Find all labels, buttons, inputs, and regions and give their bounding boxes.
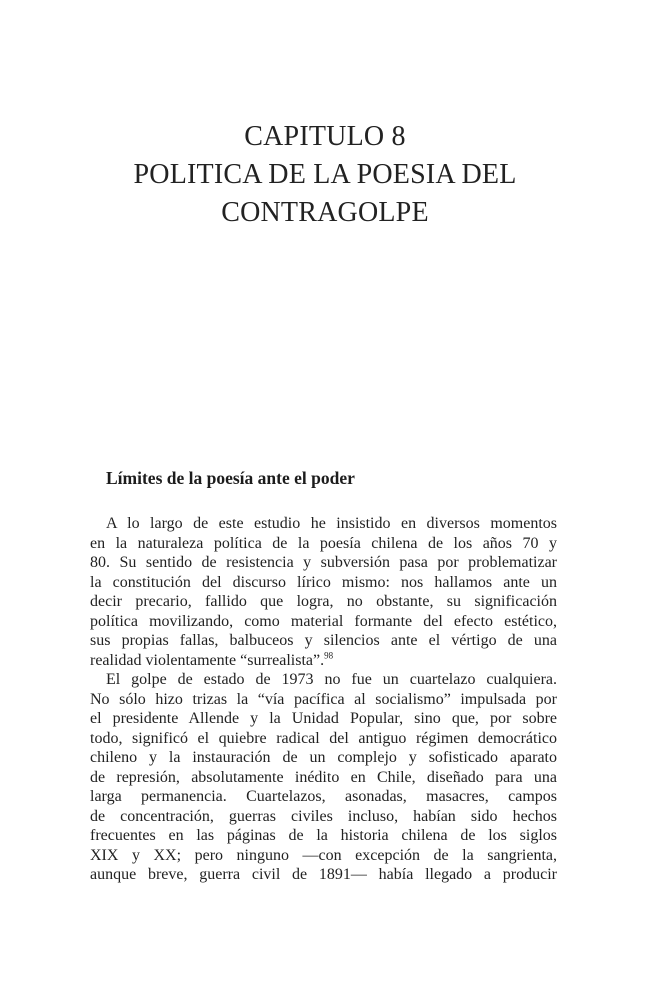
text-line-content: realidad violentamente “surrealista”. [90, 651, 325, 669]
text-line: No sólo hizo trizas la “vía pacífica al socialismo” impulsada por [90, 690, 557, 708]
text-line: chileno y la instauración de un complejo y sofisticado aparato [90, 749, 557, 766]
chapter-title-line-1: POLITICA DE LA POESIA DEL [133, 159, 517, 190]
text-line: la constitución del discurso lírico mismo: nos hallamos ante un [90, 573, 557, 591]
text-line: aunque breve, guerra civil de 1891— había llegado a producir [90, 866, 557, 883]
body-text [90, 514, 557, 885]
text-line-last [90, 651, 557, 671]
text-line: larga permanencia. Cuartelazos, asonadas, masacres, campos [90, 788, 557, 805]
text-line: política movilizando, como material formante del efecto estético, [90, 612, 557, 630]
text-line: El golpe de estado de 1973 no fue un cuartelazo cualquiera. [106, 671, 557, 688]
text-line: XIX y XX; pero ninguno —con excepción de la sangrienta, [90, 846, 557, 864]
text-line: sus propias fallas, balbuceos y silencios ante el vértigo de una [90, 632, 557, 649]
chapter-heading [0, 118, 650, 232]
text-line: frecuentes en las páginas de la historia chilena de los siglos [90, 827, 557, 844]
text-line: A lo largo de este estudio he insistido en diversos momentos [106, 515, 557, 532]
chapter-title-line-2: CONTRAGOLPE [221, 197, 429, 228]
footnote-ref: 98 [324, 650, 334, 661]
text-line: 80. Su sentido de resistencia y subversión pasa por problematizar [90, 554, 557, 571]
text-line: de represión, absolutamente inédito en Chile, diseñado para una [90, 768, 557, 786]
text-line: decir precario, fallido que logra, no obstante, su significación [90, 593, 557, 610]
text-line: todo, significó el quiebre radical del antiguo régimen democrático [90, 729, 557, 747]
text-line: en la naturaleza política de la poesía chilena de los años 70 y [90, 534, 557, 552]
chapter-number: CAPITULO 8 [244, 121, 406, 152]
paragraph-1 [90, 514, 557, 670]
paragraph-2 [90, 670, 557, 885]
text-line: de concentración, guerras civiles incluso, habían sido hechos [90, 807, 557, 825]
text-line: el presidente Allende y la Unidad Popular, sino que, por sobre [90, 710, 557, 727]
section-title: Límites de la poesía ante el poder [106, 468, 355, 488]
